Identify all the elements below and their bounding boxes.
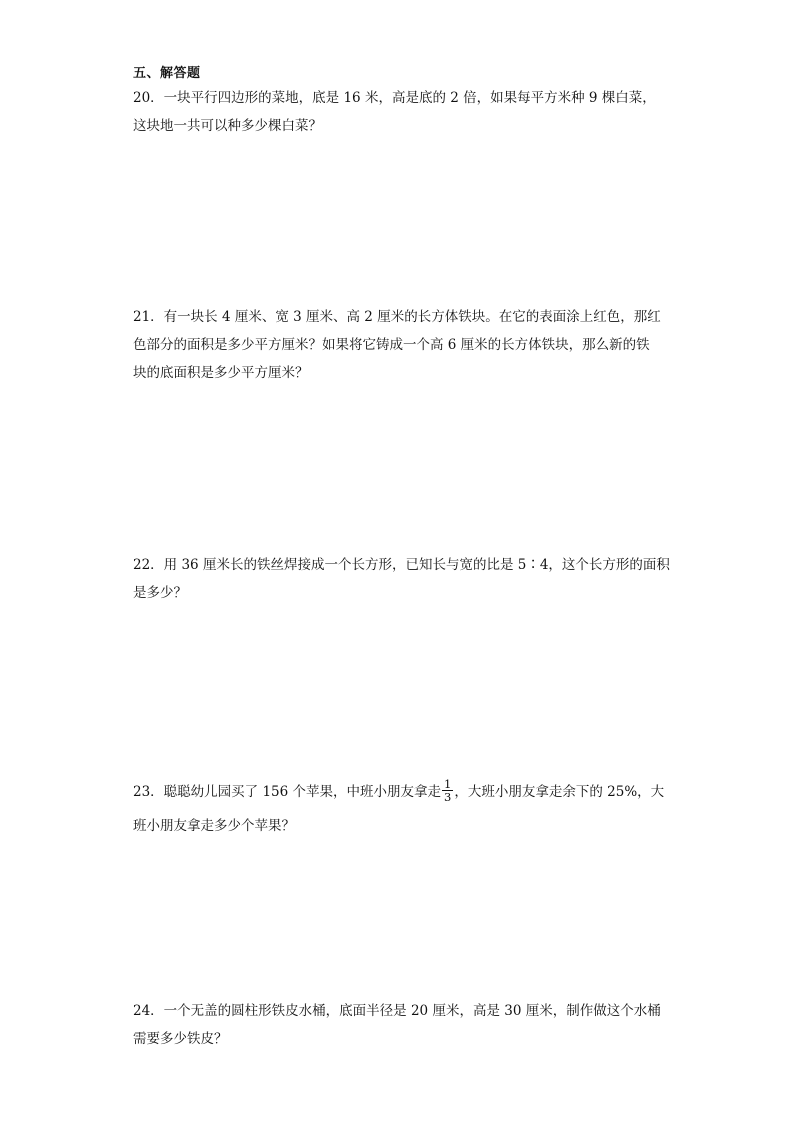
problem-24-line-1: 24．一个无盖的圆柱形铁皮水桶，底面半径是 20 厘米，高是 30 厘米，制作做这个水桶	[133, 1003, 661, 1019]
problem-20-line-1: 20．一块平行四边形的菜地，底是 16 米，高是底的 2 倍，如果每平方米种 9 棵白菜，	[133, 90, 656, 106]
problem-21-line-2: 色部分的面积是多少平方厘米？如果将它铸成一个高 6 厘米的长方体铁块，那么新的铁	[133, 337, 650, 353]
problem-24	[133, 997, 663, 1053]
problem-21-line-3: 块的底面积是多少平方厘米？	[133, 365, 309, 381]
problem-21	[133, 303, 663, 387]
fraction-one-third	[442, 778, 453, 803]
problem-23-text-before-fraction: 23．聪聪幼儿园买了 156 个苹果，中班小朋友拿走	[133, 784, 442, 800]
problem-20	[133, 84, 663, 140]
problem-20-line-2: 这块地一共可以种多少棵白菜？	[133, 118, 322, 134]
fraction-numerator: 1	[444, 777, 452, 791]
section-title: 五、解答题	[133, 66, 201, 81]
problem-22	[133, 551, 670, 607]
problem-23-line-2: 班小朋友拿走多少个苹果？	[133, 818, 295, 834]
problem-24-line-2: 需要多少铁皮？	[133, 1031, 228, 1047]
problem-23-line-1	[133, 775, 663, 809]
problem-22-line-2: 是多少？	[133, 585, 187, 601]
problem-21-line-1: 21．有一块长 4 厘米、宽 3 厘米、高 2 厘米的长方体铁块。在它的表面涂上红色，那红	[133, 309, 661, 325]
problem-23-text-after-fraction: ，大班小朋友拿走余下的 25%，大	[454, 784, 665, 800]
problem-22-line-1: 22．用 36 厘米长的铁丝焊接成一个长方形，已知长与宽的比是 5∶4，这个长方形的面积	[133, 557, 670, 573]
fraction-denominator: 3	[444, 790, 452, 804]
problem-23	[133, 775, 663, 843]
